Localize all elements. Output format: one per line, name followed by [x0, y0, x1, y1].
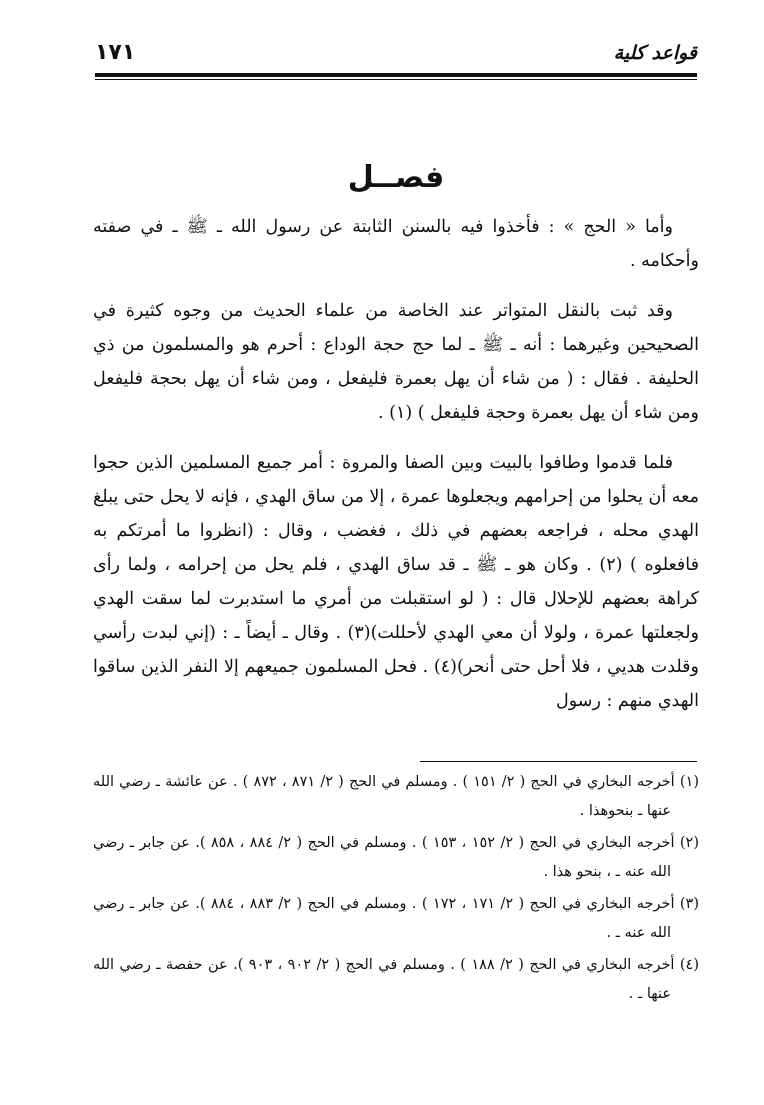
paragraph: وقد ثبت بالنقل المتواتر عند الخاصة من علماء الحديث من وجوه كثيرة في الصحيحين وغيرهما : أنه ـ ﷺ ـ لما حج حجة الوداع : أحرم هو والمسلمون من ذي الحليفة . فقال : ( من شاء أن يهل بعمرة فليفعل ، ومن شاء أن يهل بحجة فليفعل ومن شاء أن يهل بعمرة وحجة فليفعل ) (١) .: [93, 301, 699, 423]
page-number: ١٧١: [95, 40, 136, 65]
footnote: (٢) أخرجه البخاري في الحج ( ٢/ ١٥٢ ، ١٥٣ ) . ومسلم في الحج ( ٢/ ٨٨٤ ، ٨٥٨ ). عن جابر ـ رضي الله عنه ـ ، بنحو هذا .: [93, 835, 700, 880]
paragraph: فلما قدموا وطافوا بالبيت وبين الصفا والمروة : أمر جميع المسلمين الذين حجوا معه أن يحلوا من إحرامهم ويجعلوها عمرة ، إلا من ساق الهدي ، فإنه لا يحل حتى يبلغ الهدي محله ، فراجعه بعضهم في ذلك ، فغضب ، وقال : (انظروا ما أمرتكم به فافعلوه ) (٢) . وكان هو ـ ﷺ ـ قد ساق الهدي ، فلم يحل من إحرامه ، ولما رأى كراهة بعضهم للإحلال قال : ( لو استقبلت من أمري ما استدبرت لما سقت الهدي ولجعلتها عمرة ، ولولا أن معي الهدي لأحللت)(٣) . وقال ـ أيضاً ـ : (إني لبدت رأسي وقلدت هديي ، فلا أحل حتى أنحر)(٤) . فحل المسلمون جميعهم إلا النفر الذين ساقوا الهدي منهم : رسول: [92, 453, 699, 711]
page-header: [95, 40, 697, 72]
header-rule-thick: [95, 73, 697, 77]
footnote: (١) أخرجه البخاري في الحج ( ٢/ ١٥١ ) . ومسلم في الحج ( ٢/ ٨٧١ ، ٨٧٢ ) . عن عائشة ـ رضي الله عنها ـ بنحوهذا .: [93, 774, 699, 819]
footnote: (٣) أخرجه البخاري في الحج ( ٢/ ١٧١ ، ١٧٢ ) . ومسلم في الحج ( ٢/ ٨٨٣ ، ٨٨٤ ). عن جابر ـ رضي الله عنه ـ .: [93, 896, 700, 941]
running-title: قواعد كلية: [613, 42, 697, 64]
footnote-separator: [420, 761, 697, 762]
body-text: [93, 210, 699, 734]
footnote: (٤) أخرجه البخاري في الحج ( ٢/ ١٨٨ ) . ومسلم في الحج ( ٢/ ٩٠٢ ، ٩٠٣ ). عن حفصة ـ رضي الله عنها ـ .: [93, 957, 699, 1002]
section-heading: فصــل: [347, 160, 445, 195]
header-rule-thin: [95, 79, 697, 80]
footnotes: [93, 768, 699, 1012]
paragraph: وأما « الحج » : فأخذوا فيه بالسنن الثابتة عن رسول الله ـ ﷺ ـ في صفته وأحكامه .: [93, 217, 699, 271]
